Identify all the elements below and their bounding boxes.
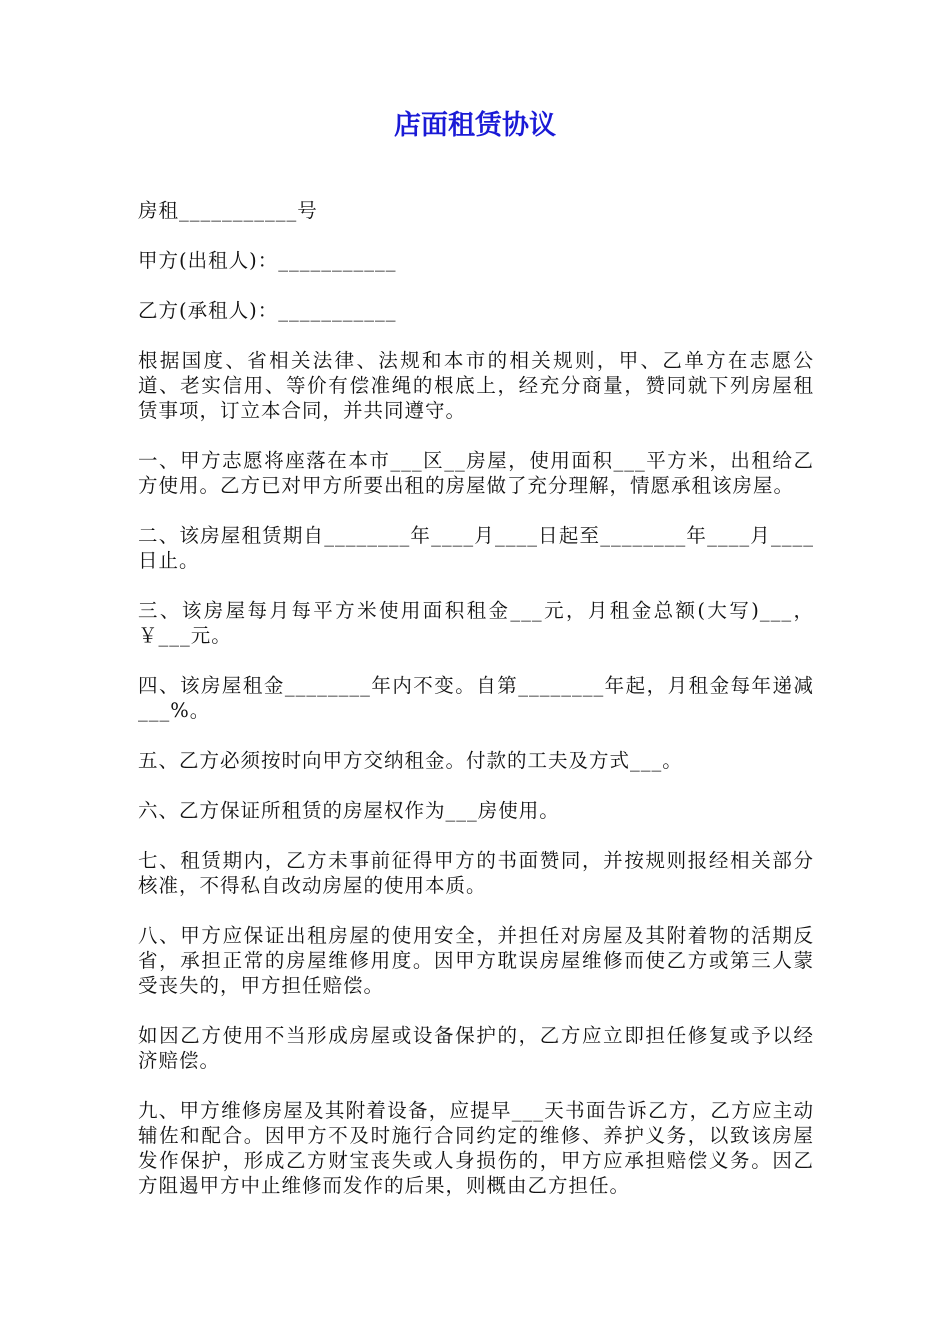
clause-2: 二、该房屋租赁期自________年____月____日起至________年____月____日止。: [138, 524, 814, 572]
clause-6: 六、乙方保证所租赁的房屋权作为___房使用。: [138, 799, 560, 822]
clause-3: 三、该房屋每月每平方米使用面积租金___元，月租金总额(大写)___，￥___元。: [138, 599, 814, 647]
clause-7: 七、租赁期内，乙方未事前征得甲方的书面赞同，并按规则报经相关部分核准，不得私自改动房屋的使用本质。: [138, 849, 814, 897]
document-title: 店面租赁协议: [394, 110, 556, 141]
party-a-line: 甲方(出租人)：___________: [138, 249, 397, 272]
rent-number-line: 房租___________号: [138, 199, 318, 222]
party-b-line: 乙方(承租人)：___________: [138, 299, 397, 322]
clause-5: 五、乙方必须按时向甲方交纳租金。付款的工夫及方式___。: [138, 749, 683, 772]
document-body: [138, 198, 814, 1223]
clause-1: 一、甲方志愿将座落在本市___区__房屋，使用面积___平方米，出租给乙方使用。乙方已对甲方所要出租的房屋做了充分理解，情愿承租该房屋。: [138, 449, 814, 497]
clause-8-supplement: 如因乙方使用不当形成房屋或设备保护的，乙方应立即担任修复或予以经济赔偿。: [138, 1024, 814, 1072]
preamble-paragraph: 根据国度、省相关法律、法规和本市的相关规则，甲、乙单方在志愿公道、老实信用、等价有偿准绳的根底上，经充分商量，赞同就下列房屋租赁事项，订立本合同，并共同遵守。: [138, 349, 814, 422]
clause-4: 四、该房屋租金________年内不变。自第________年起，月租金每年递减___%。: [138, 674, 814, 722]
clause-9: 九、甲方维修房屋及其附着设备，应提早___天书面告诉乙方，乙方应主动辅佐和配合。因甲方不及时施行合同约定的维修、养护义务，以致该房屋发作保护，形成乙方财宝丧失或人身损伤的，甲方应承担赔偿义务。因乙方阻遏甲方中止维修而发作的后果，则概由乙方担任。: [138, 1099, 814, 1197]
clause-8: 八、甲方应保证出租房屋的使用安全，并担任对房屋及其附着物的活期反省，承担正常的房屋维修用度。因甲方耽误房屋维修而使乙方或第三人蒙受丧失的，甲方担任赔偿。: [138, 924, 814, 997]
